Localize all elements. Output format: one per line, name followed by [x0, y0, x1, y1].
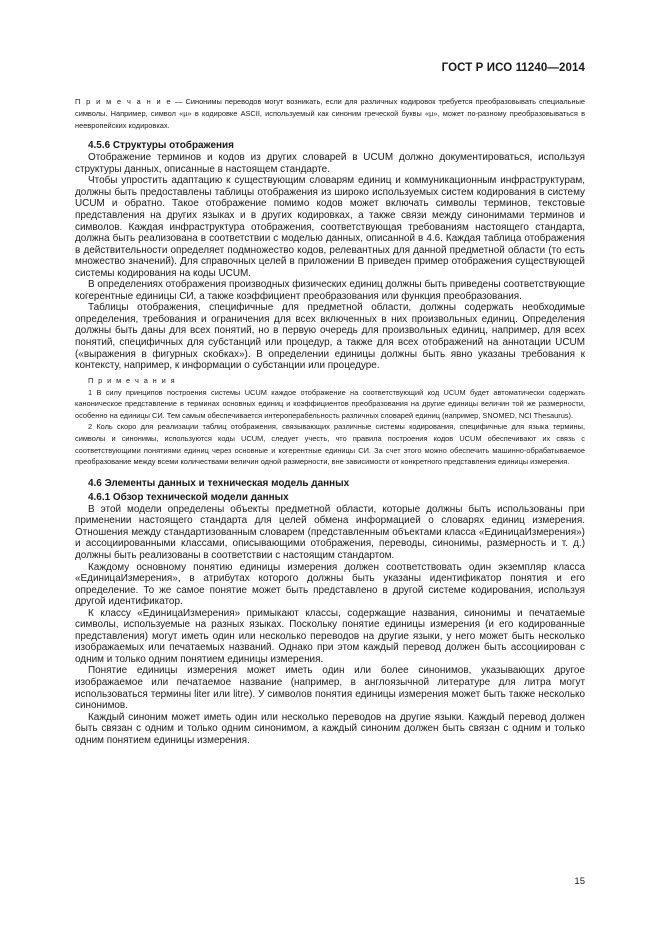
note-label: П р и м е ч а н и е — [75, 97, 173, 106]
section-456-heading: 4.5.6 Структуры отображения — [88, 140, 234, 152]
page-content — [75, 96, 585, 746]
document-header: ГОСТ Р ИСО 11240—2014 — [441, 62, 585, 74]
note-item: 2 Коль скоро для реализации таблиц отображения, связывающих различные системы кодирования, специфичные для языка термины, символы и синонимы, используются коды UCUM, следует учесть, что правила построения кодов UCUM обеспечивают их связь с соответствующими понятиями единиц через основные и когерентные единицы СИ. За счет этого можно обеспечить машинно-обрабатываемое преобразование между всеми количествами величин одной размерности, вне зависимости от конкретного представления единицы измерения. — [75, 422, 585, 467]
note-text: — Синонимы переводов могут возникать, если для различных кодировок требуется преобразовывать специальные символы. Например, символ «µ» в кодировке ASCII, используемый как синоним греческой буквы «µ», может по-разному преобразовываться в неевропейских кодировках. — [75, 97, 585, 131]
paragraph: В определениях отображения производных физических единиц должны быть приведены соответствующие когерентные единицы СИ, а также коэффициент преобразования или функция преобразования. — [75, 279, 585, 302]
paragraph: Чтобы упростить адаптацию к существующим словарям единиц и коммуникационным инфраструктурам, должны быть предоставлены таблицы отображения из широко используемых систем кодирования в систему UCUM и обратно. Такое отображение помимо кодов может включать символы терминов, текстовые представления на других языках и в других кодировках, а также связи между синонимами терминов и символов. Каждая инфраструктура отображения, соответствующая требованиям настоящего стандарта, должна быть реализована в соответствии с моделью данных, описанной в 4.6. Каждая таблица отображения в действительности определяет подмножество кодов, релевантных для данной предметной области (то есть множество значений). Для справочных целей в приложении В приведен пример отображения существующей системы кодирования на коды UCUM. — [75, 175, 585, 279]
paragraph: В этой модели определены объекты предметной области, которые должны быть использованы при применении настоящего стандарта для целей обмена информацией о словарях единиц измерения. Отношения между стандартизованным словарем (представленным объектами класса «ЕдиницаИзмерения») и ассоциированными классами, описывающими отображения, переводы, синонимы, размерность и т. д.) должны быть реализованы в соответствии с настоящим стандартом. — [75, 503, 585, 562]
page-number: 15 — [574, 876, 585, 887]
note-item: 1 В силу принципов построения системы UCUM каждое отображение на соответствующий код UCUM будет автоматически содержать каноническое представление в терминах основных единиц и коэффициентов преобразования на другие единицы величин той же размерности, особенно на единицы СИ. Тем самым обеспечивается интероперабельность различных словарей единиц (например, SNOMED, NCI Thesaurus). — [75, 387, 585, 420]
note-top — [75, 96, 585, 132]
section-46-heading: 4.6 Элементы данных и техническая модель данных — [88, 477, 350, 489]
paragraph: Каждому основному понятию единицы измерения должен соответствовать один экземпляр класса «ЕдиницаИзмерения», в атрибутах которого должны быть указаны идентификатор понятия и его определение. То же самое понятие может быть представлено в другой системе кодирования, используя другой идентификатор. — [75, 561, 585, 608]
paragraph: Таблицы отображения, специфичные для предметной области, должны содержать необходимые определения, требования и ограничения для всех включенных в них произвольных единиц. Определения должны быть даны для всех понятий, но в первую очередь для произвольных единиц, например, для всех понятий, специфичных для субстанций или процедур, а также для всех отображений на аннотации UCUM («выражения в фигурных скобках»). В определении единицы должны быть явно указаны требования к контексту, например, к информации о субстанции или процедуре. — [75, 302, 585, 372]
section-461-heading: 4.6.1 Обзор технической модели данных — [88, 491, 289, 503]
paragraph: К классу «ЕдиницаИзмерения» примыкают классы, содержащие названия, синонимы и печатаемые символы, используемые на разных языках. Поскольку понятие единицы измерения (и его кодированные представления) могут иметь один или несколько переводов на другие языки, у него может быть несколько изображаемых или печатаемых названий. Однако при этом каждый перевод должен быть ассоциирован с одним и только одним понятием единицы измерения. — [75, 607, 585, 665]
paragraph: Понятие единицы измерения может иметь один или более синонимов, указывающих другое изображаемое или печатаемое название (например, в англоязычной литературе для литра могут использоваться термины liter или litre). У символов понятия единицы измерения может быть также несколько синонимов. — [75, 665, 585, 712]
paragraph: Отображение терминов и кодов из других словарей в UCUM должно документироваться, используя структуры данных, описанные в настоящем стандарте. — [75, 152, 585, 175]
notes-title: П р и м е ч а н и я — [88, 375, 176, 385]
paragraph: Каждый синоним может иметь один или несколько переводов на другие языки. Каждый перевод должен быть связан с одним и только одним синонимом, а каждый синоним должен быть связан с одним и только одним понятием единицы измерения. — [75, 711, 585, 746]
